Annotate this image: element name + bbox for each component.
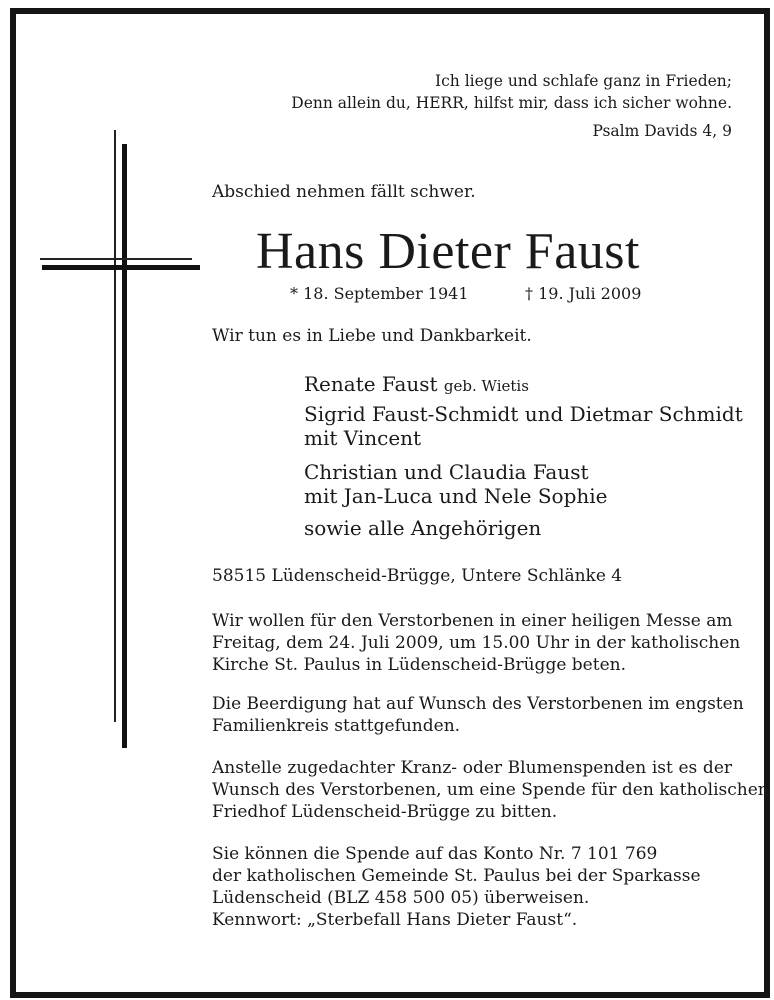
mass-line-2: Freitag, dem 24. Juli 2009, um 15.00 Uhr in der katholischen xyxy=(212,633,741,653)
burial-paragraph xyxy=(212,693,744,737)
account-line-4: Kennwort: „Sterbefall Hans Dieter Faust“. xyxy=(212,910,578,930)
intro-text: Abschied nehmen fällt schwer. xyxy=(212,182,476,202)
mass-line-3: Kirche St. Paulus in Lüdenscheid-Brügge beten. xyxy=(212,655,626,675)
mourner-line-5: mit Jan-Luca und Nele Sophie xyxy=(304,484,608,508)
death-date: † 19. Juli 2009 xyxy=(525,284,642,303)
mass-paragraph xyxy=(212,610,741,676)
cross-horizontal-thin xyxy=(40,258,192,260)
cross-horizontal-bar xyxy=(42,265,200,270)
deceased-name: Hans Dieter Faust xyxy=(256,223,640,280)
donation-line-2: Wunsch des Verstorbenen, um eine Spende für den katholischen xyxy=(212,780,769,800)
verse-line-2: Denn allein du, HERR, hilfst mir, dass ich sicher wohne. xyxy=(291,94,732,112)
donation-paragraph xyxy=(212,757,769,823)
verse-line-1: Ich liege und schlafe ganz in Frieden; xyxy=(435,72,732,90)
mourner-line-6: sowie alle Angehörigen xyxy=(304,516,542,540)
mourner-name: Renate Faust xyxy=(304,372,438,396)
mourner-line-1 xyxy=(304,372,529,396)
birth-date: * 18. September 1941 xyxy=(290,284,469,303)
account-paragraph xyxy=(212,843,732,931)
cross-vertical-thin xyxy=(114,130,116,722)
bible-verse xyxy=(291,70,732,114)
account-line-1: Sie können die Spende auf das Konto Nr. 7 101 769 xyxy=(212,844,658,864)
account-line-3: Lüdenscheid (BLZ 458 500 05) überweisen. xyxy=(212,888,590,908)
burial-line-1: Die Beerdigung hat auf Wunsch des Verstorbenen im engsten xyxy=(212,694,744,714)
mourner-maiden-name: geb. Wietis xyxy=(443,377,529,395)
mourner-line-2: Sigrid Faust-Schmidt und Dietmar Schmidt xyxy=(304,402,743,426)
dedication-text: Wir tun es in Liebe und Dankbarkeit. xyxy=(212,326,532,346)
cross-vertical-bar xyxy=(122,144,127,748)
mourner-line-3: mit Vincent xyxy=(304,426,422,450)
account-line-2: der katholischen Gemeinde St. Paulus bei der Sparkasse xyxy=(212,866,701,886)
family-address: 58515 Lüdenscheid-Brügge, Untere Schlänke 4 xyxy=(212,566,623,586)
verse-source: Psalm Davids 4, 9 xyxy=(592,122,732,140)
donation-line-3: Friedhof Lüdenscheid-Brügge zu bitten. xyxy=(212,802,558,822)
mass-line-1: Wir wollen für den Verstorbenen in einer heiligen Messe am xyxy=(212,611,733,631)
burial-line-2: Familienkreis stattgefunden. xyxy=(212,716,461,736)
donation-line-1: Anstelle zugedachter Kranz- oder Blumenspenden ist es der xyxy=(212,758,732,778)
mourner-line-4: Christian und Claudia Faust xyxy=(304,460,589,484)
